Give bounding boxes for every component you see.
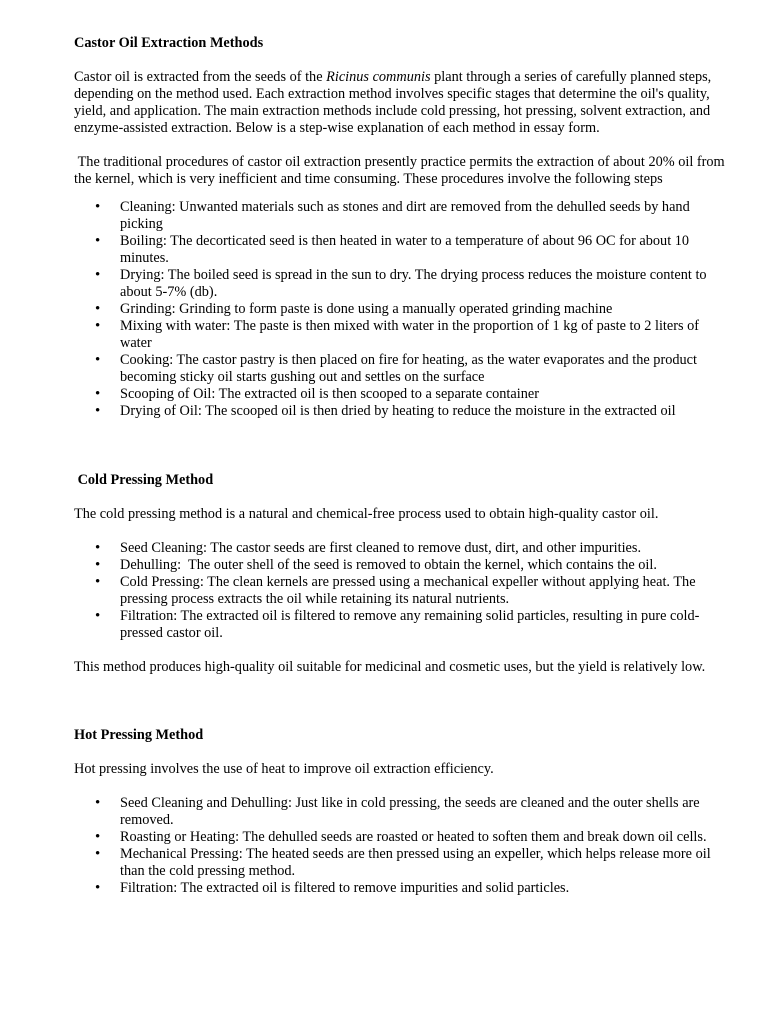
list-item: • Scooping of Oil: The extracted oil is then scooped to a separate container xyxy=(74,386,734,403)
list-item: • Seed Cleaning and Dehulling: Just like in cold pressing, the seeds are cleaned and the outer shells are removed. xyxy=(74,795,734,829)
hot-pressing-steps-list xyxy=(74,795,734,897)
list-item: • Filtration: The extracted oil is filtered to remove impurities and solid particles. xyxy=(74,880,734,897)
list-item: • Seed Cleaning: The castor seeds are first cleaned to remove dust, dirt, and other impurities. xyxy=(74,540,734,557)
list-item: • Roasting or Heating: The dehulled seeds are roasted or heated to soften them and break down oil cells. xyxy=(74,829,734,846)
list-item: • Drying: The boiled seed is spread in the sun to dry. The drying process reduces the moisture content to about 5-7% (db). xyxy=(74,267,734,301)
cold-pressing-heading: Cold Pressing Method xyxy=(74,472,214,488)
list-item: • Mixing with water: The paste is then mixed with water in the proportion of 1 kg of paste to 2 liters of water xyxy=(74,318,734,352)
list-item: • Drying of Oil: The scooped oil is then dried by heating to reduce the moisture in the extracted oil xyxy=(74,403,734,420)
intro-paragraph xyxy=(74,69,734,137)
traditional-intro-paragraph: The traditional procedures of castor oil extraction presently practice permits the extraction of about 20% oil from the kernel, which is very inefficient and time consuming. These procedures involve the following steps xyxy=(74,154,729,187)
hot-pressing-intro: Hot pressing involves the use of heat to improve oil extraction efficiency. xyxy=(74,761,494,777)
cold-pressing-steps-list xyxy=(74,540,734,642)
hot-pressing-heading: Hot Pressing Method xyxy=(74,727,204,743)
traditional-steps-list xyxy=(74,199,734,420)
list-item: • Mechanical Pressing: The heated seeds are then pressed using an expeller, which helps release more oil than the cold pressing method. xyxy=(74,846,734,880)
list-item: • Filtration: The extracted oil is filtered to remove any remaining solid particles, resulting in pure cold-pressed castor oil. xyxy=(74,608,734,642)
list-item: • Dehulling: The outer shell of the seed is removed to obtain the kernel, which contains the oil. xyxy=(74,557,734,574)
list-item: • Boiling: The decorticated seed is then heated in water to a temperature of about 96 OC for about 10 minutes. xyxy=(74,233,734,267)
document-title: Castor Oil Extraction Methods xyxy=(74,35,264,51)
list-item: • Cleaning: Unwanted materials such as stones and dirt are removed from the dehulled seeds by hand picking xyxy=(74,199,734,233)
list-item: • Grinding: Grinding to form paste is done using a manually operated grinding machine xyxy=(74,301,734,318)
document-page xyxy=(74,35,734,897)
list-item: • Cold Pressing: The clean kernels are pressed using a mechanical expeller without applying heat. The pressing process extracts the oil while retaining its natural nutrients. xyxy=(74,574,734,608)
cold-pressing-intro: The cold pressing method is a natural and chemical-free process used to obtain high-quality castor oil. xyxy=(74,506,659,522)
cold-pressing-outro: This method produces high-quality oil suitable for medicinal and cosmetic uses, but the yield is relatively low. xyxy=(74,659,706,675)
intro-text-before: Castor oil is extracted from the seeds of the xyxy=(74,69,327,85)
intro-text-after: plant through a series of carefully planned steps, depending on the method used. Each extraction method involves specific stages that determine the oil's quality, yield, and application. The main extraction methods include cold pressing, hot pressing, solvent extraction, and enzyme-assisted extraction. Below is a step-wise explanation of each method in essay form. xyxy=(74,69,712,136)
list-item: • Cooking: The castor pastry is then placed on fire for heating, as the water evaporates and the product becoming sticky oil starts gushing out and settles on the surface xyxy=(74,352,734,386)
intro-species-name: Ricinus communis xyxy=(326,69,431,85)
